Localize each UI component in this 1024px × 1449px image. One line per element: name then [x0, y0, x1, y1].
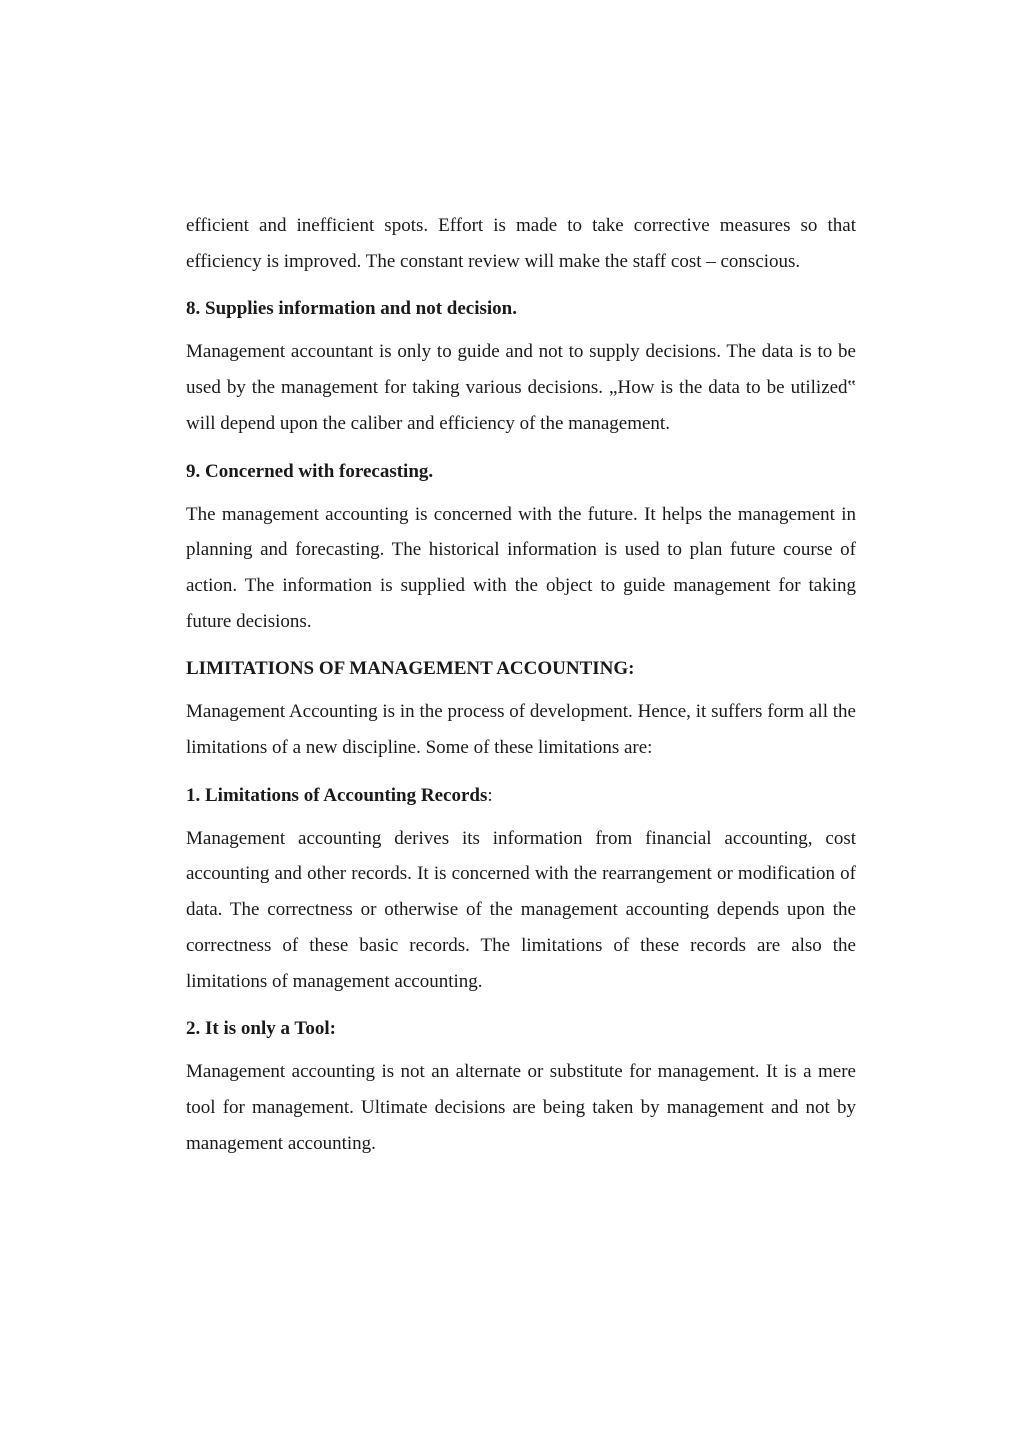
- paragraph-limitations-intro: Management Accounting is in the process of development. Hence, it suffers form all the limitations of a new discipline. Some of these limitations are:: [186, 701, 856, 759]
- paragraph-supplies-information: Management accountant is only to guide and not to supply decisions. The data is to be used by the management for taking various decisions. „How is the data to be utilized‟ will depend upon the caliber and efficiency of the management.: [186, 341, 856, 434]
- heading-limitations: LIMITATIONS OF MANAGEMENT ACCOUNTING:: [186, 658, 635, 680]
- heading-concerned-forecasting: 9. Concerned with forecasting.: [186, 460, 434, 482]
- paragraph-concerned-forecasting: The management accounting is concerned with the future. It helps the management in planning and forecasting. The historical information is used to plan future course of action. The information is supplied with the object to guide management for taking future decisions.: [186, 503, 856, 632]
- heading-only-a-tool: 2. It is only a Tool:: [186, 1018, 336, 1040]
- paragraph-intro: efficient and inefficient spots. Effort is made to take corrective measures so that efficiency is improved. The constant review will make the staff cost – conscious.: [186, 215, 856, 272]
- paragraph-only-a-tool: Management accounting is not an alternate or substitute for management. It is a mere tool for management. Ultimate decisions are being taken by management and not by management accounting.: [186, 1061, 856, 1154]
- heading-limitations-accounting-records-text: 1. Limitations of Accounting Records: [186, 784, 488, 806]
- heading-supplies-information: 8. Supplies information and not decision.: [186, 298, 517, 320]
- document-page: [186, 208, 856, 1161]
- paragraph-limitations-accounting-records: Management accounting derives its information from financial accounting, cost accounting and other records. It is concerned with the rearrangement or modification of data. The correctness or otherwise of the management accounting depends upon the correctness of these basic records. The limitations of these records are also the limitations of management accounting.: [186, 827, 856, 992]
- heading-colon: :: [487, 784, 493, 806]
- heading-limitations-accounting-records: [186, 783, 856, 809]
